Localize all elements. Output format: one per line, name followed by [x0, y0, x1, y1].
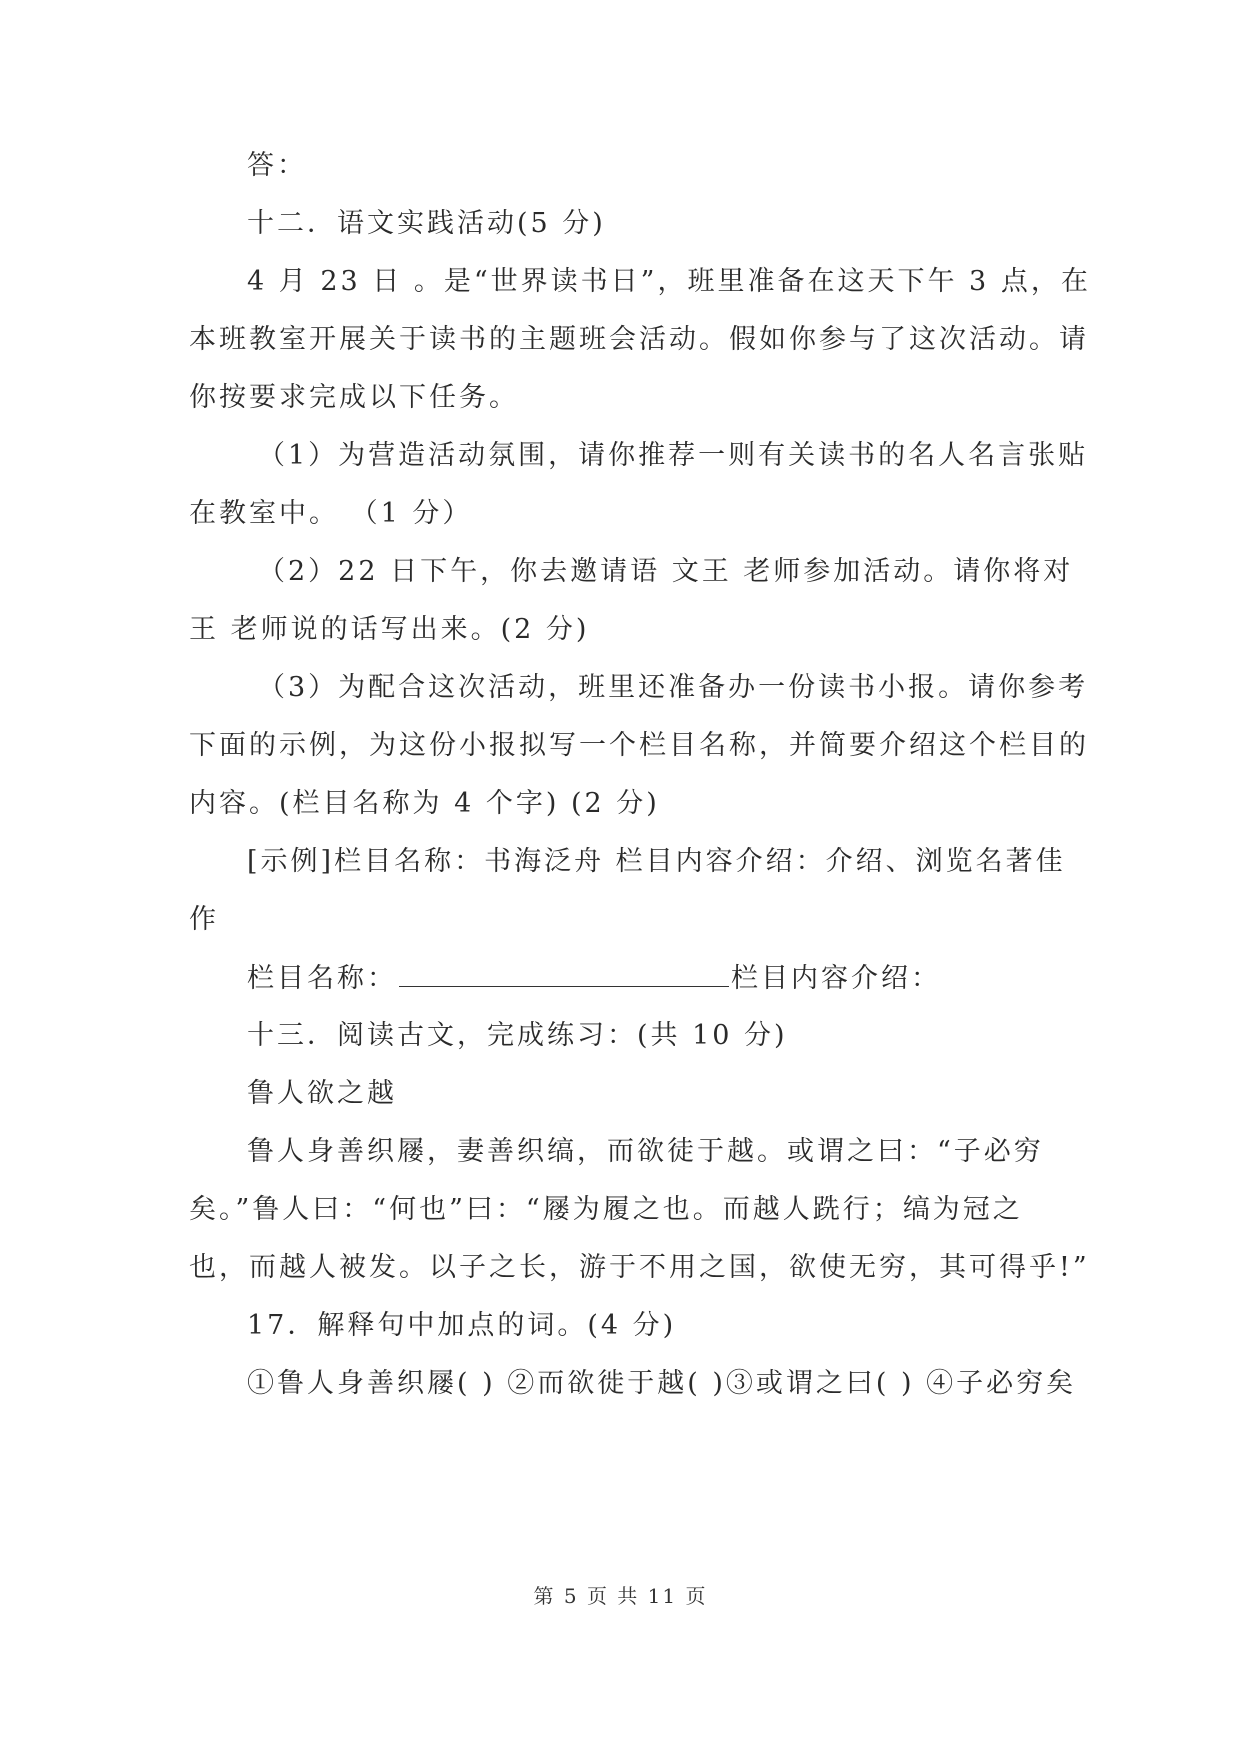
- example-line-2: 作: [189, 904, 219, 935]
- example-line-1: [示例]栏目名称：书海泛舟 栏目内容介绍：介绍、浏览名著佳: [247, 846, 1066, 877]
- answer-label: 答：: [247, 150, 307, 181]
- column-answer-row: [0, 960, 1241, 997]
- question-13-title: 十三．阅读古文，完成练习：(共 10 分): [247, 1020, 788, 1051]
- task-3-line-3: 内容。(栏目名称为 4 个字) (2 分): [189, 788, 660, 819]
- passage-line-2: 矣。”鲁人曰：“何也”曰：“屦为履之也。而越人跣行；缟为冠之: [189, 1194, 1023, 1225]
- task-2-line-2: 王 老师说的话写出来。(2 分): [189, 614, 590, 645]
- question-17-title: 17．解释句中加点的词。(4 分): [247, 1310, 677, 1341]
- q12-intro-line-2: 本班教室开展关于读书的主题班会活动。假如你参与了这次活动。请: [189, 324, 1089, 355]
- passage-title: 鲁人欲之越: [247, 1078, 397, 1109]
- task-2-line-1: （2）22 日下午，你去邀请语 文王 老师参加活动。请你将对: [258, 556, 1074, 587]
- column-name-blank[interactable]: [399, 960, 729, 987]
- passage-line-3: 也，而越人被发。以子之长，游于不用之国，欲使无穷，其可得乎!”: [189, 1252, 1090, 1283]
- passage-line-1: 鲁人身善织屦，妻善织缟，而欲徒于越。或谓之曰：“子必穷: [247, 1136, 1044, 1167]
- task-3-line-2: 下面的示例，为这份小报拟写一个栏目名称，并简要介绍这个栏目的: [189, 730, 1089, 761]
- column-content-label: 栏目内容介绍：: [731, 963, 941, 994]
- column-name-label: 栏目名称：: [247, 963, 397, 994]
- task-1-line-1: （1）为营造活动氛围，请你推荐一则有关读书的名人名言张贴: [258, 440, 1089, 471]
- q12-intro-line-1: 4 月 23 日 。是“世界读书日”，班里准备在这天下午 3 点，在: [247, 266, 1091, 297]
- page-number-footer: 第 5 页 共 11 页: [533, 1584, 708, 1608]
- task-3-line-1: （3）为配合这次活动，班里还准备办一份读书小报。请你参考: [258, 672, 1089, 703]
- question-12-title: 十二．语文实践活动(5 分): [247, 208, 606, 239]
- question-17-items: ①鲁人身善织屦( ) ②而欲徙于越( )③或谓之曰( ) ④子必穷矣: [247, 1368, 1077, 1399]
- task-1-line-2: 在教室中。 （1 分）: [189, 498, 473, 529]
- q12-intro-line-3: 你按要求完成以下任务。: [189, 382, 519, 413]
